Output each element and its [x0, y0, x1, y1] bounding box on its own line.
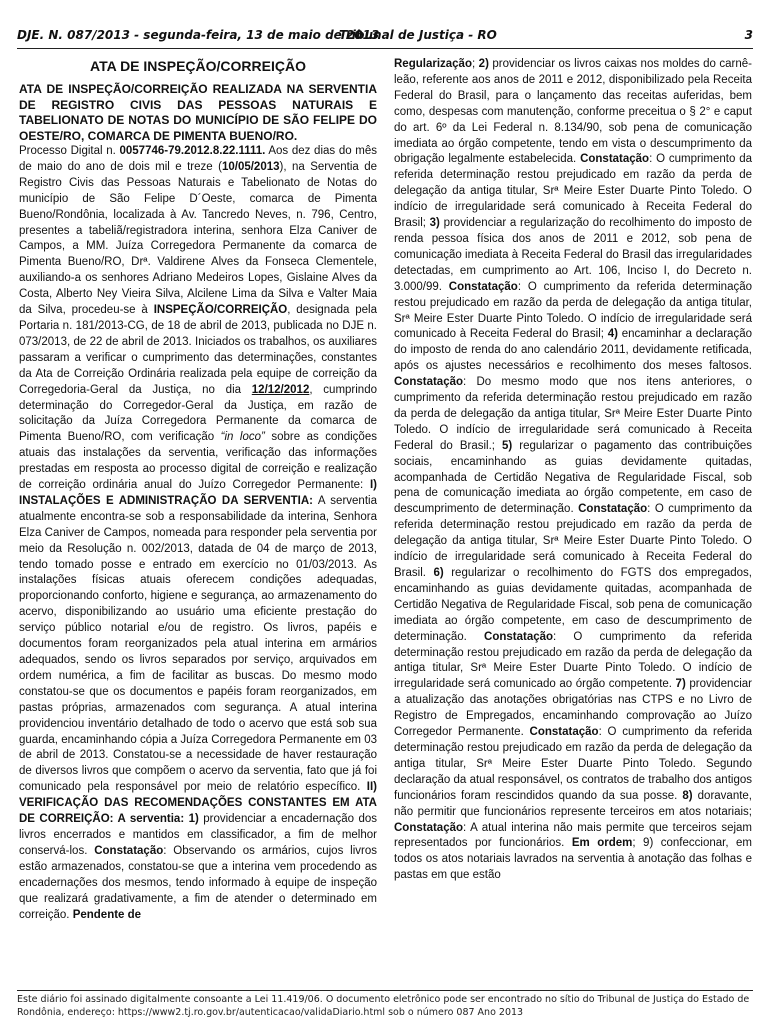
- text-run: ), na Serventia de Registro Civis das Pessoas Naturais e Tabelionato de Notas do município de São Felipe D´Oeste, comarca de Pimenta Bueno/Rondônia, localizada à Av. Tancredo Neves, n. 796, Centro, presentes a tabeliã/registradora interina, senhora Elza Caniver de Campos, a MM. Juíza Corregedora Permanente da comarca de Pimenta Bueno/RO, Drª. Valdirene Alves da Fonseca Clementele, auxiliando-a os senhores Adriano Medeiros Lopes, Gislaine Alves da Costa, Alberto Ney Vieira Silva, Alcilene Lima da Silva e Valter Maia da Silva, procedeu-se à: [19, 160, 377, 317]
- process-number: 0057746-79.2012.8.22.1111.: [119, 145, 266, 157]
- bold-run: Constatação: [580, 153, 650, 166]
- article-title: ATA DE INSPEÇÃO/CORREIÇÃO: [90, 58, 306, 74]
- text-run: providenciar a regularização do recolhimento do imposto de renda pessoa física dos anos de 2011 e 2012, sob pena de comunicação imediata à Receita Federal do Brasil das irregularidades detectadas, em cumprimento ao Art. 106, Inciso I, do Decreto n. 3.000/99.: [394, 217, 752, 293]
- text-run: encaminhar a declaração do imposto de renda do ano calendário 2011, devidamente retificada, após os ajustes necessários e recolhimento dos meses faltosos.: [394, 328, 752, 373]
- text-run: providenciar a encadernação dos livros encerrados e mantidos em classificador, a fim de melhor conservá-los.: [19, 813, 377, 857]
- page-header: [17, 24, 753, 49]
- text-run: Processo Digital n.: [19, 145, 120, 157]
- page-footer: [17, 990, 753, 1019]
- date-emphasis: 10/05/2013: [221, 160, 280, 173]
- text-run: regularizar o pagamento das contribuições sociais, encaminhando as guias devidamente quitadas, acompanhada de Certidão Negativa de Regularidade Fiscal, sob pena de comunicação imediata ao órgão competente, em caso de descumprimento de determinação.: [394, 439, 752, 516]
- item-number: 2): [478, 58, 489, 70]
- text-run: providenciar os livros caixas nos moldes do carnê-leão, referente aos anos de 2011 e 2012, disponibilizado pela Receita Federal do Brasil, para o lançamento das receitas auferidas, bem como, despesas com manutenção, conforme preceitua o § 2° e caput do art. 6º da Lei Federal n. 8.134/90, sob pena de comunicação imediata ao órgão competente, tendo em vista o descumprimento da obrigação legalmente estabelecida.: [394, 58, 752, 166]
- item-number: 5): [502, 439, 513, 452]
- italic-run: “in loco”: [220, 431, 265, 444]
- bold-run: Regularização: [394, 58, 472, 70]
- header-page-number: 3: [744, 28, 753, 42]
- article-subtitle: ATA DE INSPEÇÃO/CORREIÇÃO REALIZADA NA SERVENTIA DE REGISTRO CIVIS DAS PESSOAS NATURAIS E TABELIONATO DE NOTAS DO MUNICÍPIO DE SÃO FELIPE DO OESTE/RO, COMARCA DE PIMENTA BUENO/RO.: [19, 82, 377, 143]
- item-number: 6): [433, 567, 444, 579]
- text-run: regularizar o recolhimento do FGTS dos empregados, encaminhando as guias devidamente quitadas, acompanhada de Certidão Negativa de Regularidade Fiscal, sob pena de comunicação imediata ao órgão competente, em caso de descumprimento de determinação.: [394, 567, 752, 643]
- item-number: 8): [682, 789, 693, 802]
- text-run: , cumprindo determinação do Corregedor-Geral da Justiça, em razão de solicitação da Juíza Corregedora Permanente da comarca de Pimenta Bueno/RO, com verificação: [19, 383, 377, 444]
- text-run: : Do mesmo modo que nos itens anteriores, o cumprimento da referida determinação restou prejudicado em razão da perda de delegação da antiga titular, Srª Meire Ester Duarte Pinto Toledo. O indício de irregularidade será comunicado à Receita Federal do Brasil.;: [394, 376, 752, 452]
- item-number: 3): [429, 217, 440, 230]
- text-run: , designada pela Portaria n. 181/2013-CG, de 18 de abril de 2013, publicada no DJE n. 073/2013, de 22 de abril de 2013. Iniciados os trabalhos, os auxiliares passaram a verificar o cumprimento das determinações, constantes da Ata de Correição Ordinária realizada pela equipe de correição da Corregedoria-Geral da Justiça, no dia: [19, 304, 377, 396]
- text-run: : O cumprimento da referida determinação restou prejudicado em razão da perda de delegação da antiga titular, Srª Meire Ester Duarte Pinto Toledo. O indício de irregularidade será comunicado à Receita Federal do Brasil;: [394, 153, 753, 230]
- text-run: : A atual interina não mais permite que terceiros sejam representados por funcionários.: [394, 821, 752, 850]
- text-run: : Observando os armários, cujos livros estão armazenados, constatou-se que a interina vem procedendo as encadernações dos mesmos, tendo informado à equipe de inspeção que realizará gradativamente, a fim de atender o determinado em correição.: [19, 844, 377, 921]
- text-run: ;: [471, 58, 479, 70]
- bold-run: INSPEÇÃO/CORREIÇÃO: [153, 304, 288, 317]
- text-run: : O cumprimento da referida determinação restou prejudicado em razão da perda de delegação da antiga titular, Srª Meire Ester Duarte Pinto Toledo. O indício de irregularidade será comunicado ao órgão competente.: [394, 630, 752, 691]
- bold-run: Constatação: [94, 844, 164, 857]
- text-run: A serventia atualmente encontra-se sob a responsabilidade da interina, Senhora Elza Caniver de Campos, nomeada para responder pela serventia por meio da Resolução n. 002/2013, datada de 04 de março de 2013, tendo tomado posse e entrado em exercício no 01/03/2013. As instalações físicas atuais oferecem condições adequadas, proporcionando conforto, higiene e segurança, ao armazenamento do acervo, disponibilizando ao usuário uma eficiente prestação do serviço público notarial e/ou de registro. Os livros, papéis e documentos foram reorganizados pela atual interina em armários adequados, sendo os livros separados por serviço, arquivados em ordem numérica, a fim de facilitar as buscas. Do mesmo modo constatou-se que os documentos e papéis foram reorganizados, em pastas próprias, armazenados com segurança. A atual interina providenciou inventário detalhado de todo o acervo que está sob sua guarda, encaminhando cópia a Juíza Corregedora Permanente em 03 de abril de 2013. Constatou-se a necessidade de haver restauração de diversos livros que compõem o acervo da serventia, fato que já foi comunicado pela responsável por meio de relatório específico.: [19, 494, 377, 794]
- date-emphasis: 12/12/2012: [251, 383, 310, 396]
- text-run: ; 9) confeccionar, em todos os atos notariais lavrados na serventia à anotação das folhas e pastas em que estão: [394, 837, 752, 882]
- left-column: [19, 57, 377, 923]
- section-heading: I) INSTALAÇÕES E ADMINISTRAÇÃO DA SERVENTIA:: [19, 479, 377, 507]
- text-run: : O cumprimento da referida determinação restou prejudicado em razão da perda de delegação da antiga titular, Srª Meire Ester Duarte Pinto Toledo. O indício de irregularidade será comunicado à Receita Federal do Brasil;: [394, 280, 753, 341]
- bold-run: Em ordem: [571, 837, 633, 850]
- bold-run: Constatação: [394, 821, 464, 834]
- text-run: providenciar a atualização das anotações obrigatórias nas CTPS e no Livro de Registro de Empregados, encaminhando comprovação ao Juízo Corregedor Permanente.: [394, 678, 752, 739]
- right-column: [394, 57, 752, 884]
- item-number: 4): [607, 328, 618, 341]
- left-body: [19, 144, 377, 923]
- right-body: [394, 57, 752, 884]
- footer-signature-note: Este diário foi assinado digitalmente consoante a Lei 11.419/06. O documento eletrônico pode ser encontrado no sítio do Tribunal de Justiça do Estado de Rondônia, endereço: https://www2.tj.ro.gov.br/autenticacao/validaDiario.html sob o número 087 Ano 2013: [17, 994, 750, 1018]
- header-edition: DJE. N. 087/2013 - segunda-feira, 13 de maio de 2013: [17, 28, 380, 42]
- text-run: Aos dez dias do mês de maio do ano de dois mil e treze (: [19, 145, 378, 173]
- text-run: sobre as condições atuais das instalações da serventia, verificação das informações prestadas em resposta ao processo digital de correição e realização de correição ordinária anual do Juízo Corregedor Permanente:: [19, 431, 377, 492]
- bold-run: Constatação: [578, 503, 648, 516]
- text-run: : O cumprimento da referida determinação restou prejudicado em razão da perda de delegação da antiga titular, Srª Meire Ester Duarte Pinto Toledo. O indício de irregularidade será comunicado à Receita Federal do Brasil.: [394, 503, 753, 579]
- text-run: doravante, não permitir que funcionários represente terceiros em atos notariais;: [394, 789, 753, 818]
- bold-run: Constatação: [394, 376, 464, 389]
- bold-run: Constatação: [484, 630, 554, 643]
- bold-run: Constatação: [529, 726, 599, 739]
- header-court: Tribunal de Justiça - RO: [339, 28, 497, 42]
- bold-run: Pendente de: [72, 908, 142, 921]
- item-number: 7): [675, 678, 686, 691]
- text-run: : O cumprimento da referida determinação restou prejudicado em razão da perda de delegação da antiga titular, Srª Meire Ester Duarte Pinto Toledo. Segundo declaração da atual responsável, os contratos de trabalho dos antigos funcionários foram rescindidos quando da sua posse.: [394, 726, 753, 802]
- bold-run: Constatação: [448, 280, 518, 293]
- section-heading: II) VERIFICAÇÃO DAS RECOMENDAÇÕES CONSTANTES EM ATA DE CORREIÇÃO: A serventia: 1): [19, 781, 377, 826]
